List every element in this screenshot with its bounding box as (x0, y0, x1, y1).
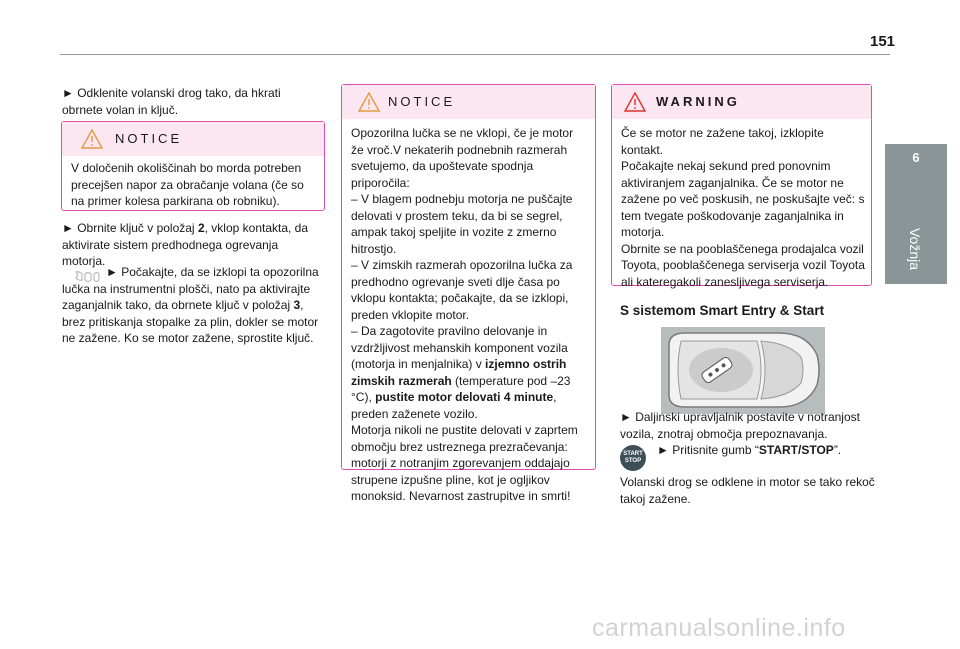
notice-text: V določenih okoliščinah bo morda potreben precejšen napor za obračanje volana (če so na primer kolesa parkirana ob robniku). (71, 161, 304, 208)
notice-box-steering (61, 121, 325, 211)
chapter-number: 6 (912, 150, 920, 165)
paragraph-wait-light: ► Počakajte, da se izklopi ta opozorilna lučka na instrumentni plošči, nato pa aktivirajte zaganjalnik tako, da obrnete ključ v položaj 3, brez pritiskanja stopalke za plin, dokler se motor ne zažene. Ko se motor zažene, sprostite ključ. (62, 265, 319, 345)
start-stop-button-icon: START STOP (620, 445, 646, 471)
header-rule (60, 54, 890, 55)
warning-triangle-icon (624, 92, 646, 112)
warning-triangle-icon (358, 92, 380, 112)
notice-box-cold-start (341, 84, 596, 503)
notice-ventilation: Motorja nikoli ne pustite delovati v zaprtem območju brez ustreznega prezračevanja: motorji z notranjim zgorevanjem oddajajo strupene izpušne pline, kot je ogljikov monoksid. Nevarnost zastrupitve in smrti! (351, 423, 578, 503)
warning-text-1: Če se motor ne zažene takoj, izklopite kontakt. (621, 126, 824, 157)
chapter-label: Vožnja (907, 227, 923, 271)
car-illustration (661, 327, 825, 414)
car-top-view-icon (661, 327, 825, 414)
warning-text-3: Obrnite se na pooblaščenega prodajalca vozil Toyota, pooblaščenega serviserja vozil Toyota ali kateregakoli zanesljivega serviserja. (621, 241, 865, 289)
notice-extreme-cold: – Da zagotovite pravilno delovanje in vzdržljivost mehanskih komponent vozila (motorja in menjalnika) v izjemno ostrih zimskih razmerah (temperature pod –23 °C), pustite motor delovati 4 minute, preden zaženete vozilo. (351, 324, 571, 421)
paragraph-engine-starts: Volanski drog se odklene in motor se tako rekoč takoj zažene. (620, 475, 875, 506)
warning-body (621, 125, 865, 290)
paragraph-unlock-steering: ► Odklenite volanski drog tako, da hkrati obrnete volan in ključ. (62, 86, 281, 117)
paragraph-turn-key: ► Obrnite ključ v položaj 2, vklop kontakta, da aktivirate sistem predhodnega ogrevanja motorja. (62, 221, 309, 268)
page-number: 151 (870, 33, 896, 50)
notice-mild-climate: – V blagem podnebju motorja ne puščajte delovati v prostem teku, da bi se segrel, ampak takoj speljite in vozite z zmerno hitrostjo. (351, 192, 573, 256)
warning-triangle-icon (81, 129, 103, 149)
notice-intro: Opozorilna lučka se ne vklopi, če je motor že vroč.V nekaterih podnebnih razmerah svetujemo, da upoštevate spodnja priporočila: (351, 126, 574, 190)
section-heading: S sistemom Smart Entry & Start (620, 303, 825, 318)
watermark-logo: carmanualsonline.info (592, 614, 846, 642)
warning-title: WARNING (656, 94, 740, 109)
warning-header (612, 85, 871, 119)
warning-box (611, 84, 872, 289)
warning-text-2: Počakajte nekaj sekund pred ponovnim aktiviranjem zaganjalnika. Če se motor ne zažene po več poskusih, ne poskušajte več: s tem tvegate poškodovanje zaganjalnika in motorja. (621, 159, 865, 239)
notice-body (351, 125, 589, 505)
paragraph-key-inside: ► Daljinski upravljalnik postavite v notranjost vozila, znotraj območja prepoznavanja. (620, 410, 860, 441)
notice-winter: – V zimskih razmerah opozorilna lučka za predhodno ogrevanje sveti dlje časa po vklopu kontakta; počakajte, da se izklopi, preden vklopite motor. (351, 258, 573, 322)
notice-title: NOTICE (115, 131, 183, 146)
paragraph-press-start: ► Pritisnite gumb “START/STOP”. (657, 443, 842, 457)
notice-title: NOTICE (388, 94, 456, 109)
